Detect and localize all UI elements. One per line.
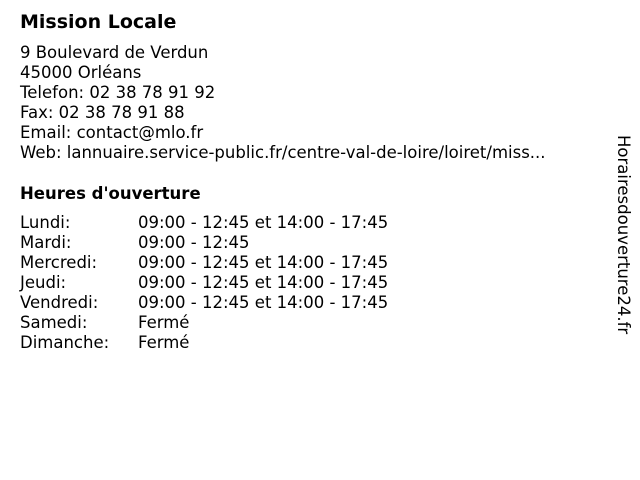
hours-row	[20, 253, 440, 273]
email-link[interactable]: contact@mlo.fr	[76, 123, 204, 142]
day-label: Mercredi:	[20, 253, 98, 272]
address-block	[20, 43, 546, 163]
fax-number: Fax: 02 38 78 91 88	[20, 103, 185, 122]
hours-heading: Heures d'ouverture	[20, 184, 201, 203]
web-label: Web:	[20, 143, 67, 162]
hours-row	[20, 213, 440, 233]
page-title: Mission Locale	[20, 11, 177, 33]
phone-number: Telefon: 02 38 78 91 92	[20, 83, 216, 102]
email-label: Email:	[20, 123, 77, 142]
site-watermark: Horairesdouverture24.fr	[614, 135, 633, 335]
day-label: Mardi:	[20, 233, 72, 252]
day-label: Vendredi:	[20, 293, 99, 312]
day-hours: 09:00 - 12:45 et 14:00 - 17:45	[138, 253, 389, 272]
street-address: 9 Boulevard de Verdun	[20, 43, 209, 62]
hours-row	[20, 313, 440, 333]
day-label: Dimanche:	[20, 333, 110, 352]
opening-hours-list	[20, 213, 440, 353]
day-hours: 09:00 - 12:45 et 14:00 - 17:45	[138, 213, 389, 232]
email-line	[20, 123, 546, 143]
hours-row	[20, 293, 440, 313]
web-line	[20, 143, 546, 163]
day-label: Lundi:	[20, 213, 71, 232]
day-label: Samedi:	[20, 313, 88, 332]
day-label: Jeudi:	[20, 273, 67, 292]
hours-row	[20, 273, 440, 293]
day-hours: Fermé	[138, 313, 190, 332]
day-hours: Fermé	[138, 333, 190, 352]
day-hours: 09:00 - 12:45 et 14:00 - 17:45	[138, 293, 389, 312]
city-postal: 45000 Orléans	[20, 63, 142, 82]
hours-row	[20, 233, 440, 253]
day-hours: 09:00 - 12:45	[138, 233, 250, 252]
day-hours: 09:00 - 12:45 et 14:00 - 17:45	[138, 273, 389, 292]
web-link[interactable]: lannuaire.service-public.fr/centre-val-de-loire/loiret/miss...	[66, 143, 546, 162]
hours-row	[20, 333, 440, 353]
